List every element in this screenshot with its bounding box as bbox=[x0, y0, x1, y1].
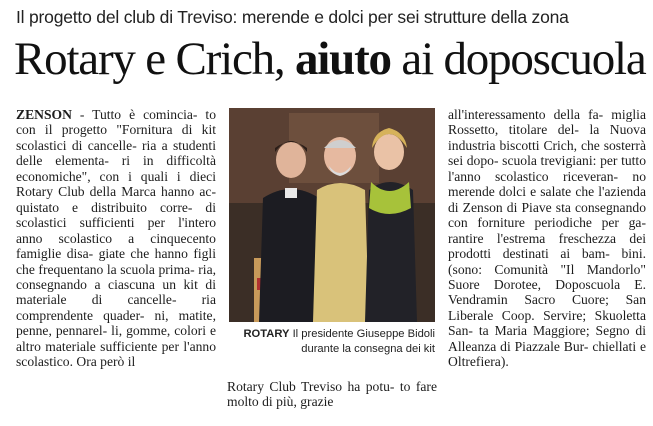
text-line: ria, consegnando a ciascuna bbox=[16, 261, 217, 292]
text-line: bini. (sono: Comunità "Il bbox=[448, 246, 646, 277]
text-line: miglia Rossetto, titolare del- bbox=[448, 107, 646, 138]
dateline: ZENSON bbox=[16, 107, 72, 122]
photo-illustration bbox=[229, 108, 435, 322]
column-1-text bbox=[16, 107, 216, 369]
headline-bold-word: aiuto bbox=[295, 33, 391, 85]
text-line: to fare molto di più, grazie bbox=[227, 379, 437, 410]
text-line: - Tutto è comincia- bbox=[71, 107, 198, 122]
text-line: Sacro Cuore; San Liberale bbox=[448, 292, 646, 323]
text-line: che l'azienda di Zenson di bbox=[448, 184, 646, 215]
text-line: quistato e distribuito corre- bbox=[16, 199, 193, 215]
text-line: Piave sta consegnando con bbox=[448, 199, 646, 231]
text-line: l'anno scolastico riceveran- bbox=[448, 168, 619, 184]
article-column-2 bbox=[227, 379, 437, 410]
article-column-3 bbox=[448, 107, 646, 370]
caption-tag: ROTARY bbox=[243, 328, 290, 340]
text-line: giate che hanno figli che bbox=[16, 246, 216, 277]
headline-part-1: Rotary e Crich, bbox=[14, 33, 295, 85]
text-line: Coop. Servire; Skuoletta San- bbox=[448, 307, 646, 339]
text-line: forniture periodiche per ga- bbox=[477, 215, 646, 231]
text-line: to con il progetto "Fornitura bbox=[16, 107, 216, 138]
column-1-paragraph bbox=[16, 107, 216, 370]
article-kicker: Il progetto del club di Treviso: merende e dolci per sei strutture della zona bbox=[16, 7, 569, 27]
text-line: no merende dolci e salate bbox=[448, 168, 646, 200]
article-headline bbox=[14, 30, 644, 88]
text-line: cinquecento famiglie disa- bbox=[16, 230, 216, 262]
text-line: l'intero anno scolastico a bbox=[16, 215, 217, 246]
text-line: ri in difficoltà economiche", bbox=[16, 153, 216, 184]
text-line: di scolastici sufficienti per bbox=[16, 199, 216, 231]
text-line: ni, matite, penne, pennarel- bbox=[16, 307, 216, 339]
text-line: ta Maria Maggiore; Segno di bbox=[478, 323, 647, 339]
text-line: Doposcuola E. Vendramin bbox=[448, 276, 646, 308]
text-line: ria comprendente quader- bbox=[16, 292, 216, 323]
text-line: un kit di materiale di cancelle- bbox=[16, 276, 216, 308]
photo-caption bbox=[239, 327, 435, 357]
text-line: l'anno scolastico. Ora però il bbox=[16, 338, 216, 370]
text-line: Crich, che sosterrà sei dopo- bbox=[448, 137, 646, 169]
text-line: dei prodotti destinati ai bam- bbox=[448, 230, 646, 262]
text-line: frequentano la scuola prima- bbox=[38, 261, 195, 277]
text-line: di kit scolastici di cancelle- bbox=[16, 122, 216, 153]
text-line: all'interessamento della fa- bbox=[448, 107, 604, 122]
text-line: Alleanza di Piazzale Bur- bbox=[448, 338, 589, 354]
article-photo bbox=[229, 108, 435, 322]
text-line: li, gomme, colori e altro bbox=[16, 323, 217, 354]
text-line: materiale sufficiente per bbox=[45, 338, 179, 354]
text-line: Club della Marca hanno ac- bbox=[58, 184, 216, 200]
text-line: la Nuova industria biscotti bbox=[448, 122, 647, 153]
text-line: chiellati e Oltrefiera). bbox=[448, 338, 647, 370]
text-line: Rotary Club Treviso ha potu- bbox=[227, 379, 395, 394]
text-line: scuola trevigiani: per tutto bbox=[502, 153, 647, 169]
article-column-1 bbox=[16, 107, 216, 370]
text-line: Mandorlo" Suore Dorotee, bbox=[448, 261, 646, 292]
caption-text: Il presidente Giuseppe Bidoli durante la consegna dei kit bbox=[289, 328, 435, 355]
text-line: rantire l'estrema freschezza bbox=[448, 230, 617, 246]
headline-part-2: ai doposcuola bbox=[390, 33, 646, 85]
text-line: ria a studenti delle elementa- bbox=[16, 137, 216, 169]
text-line: con i quali i dieci Rotary bbox=[16, 168, 216, 200]
